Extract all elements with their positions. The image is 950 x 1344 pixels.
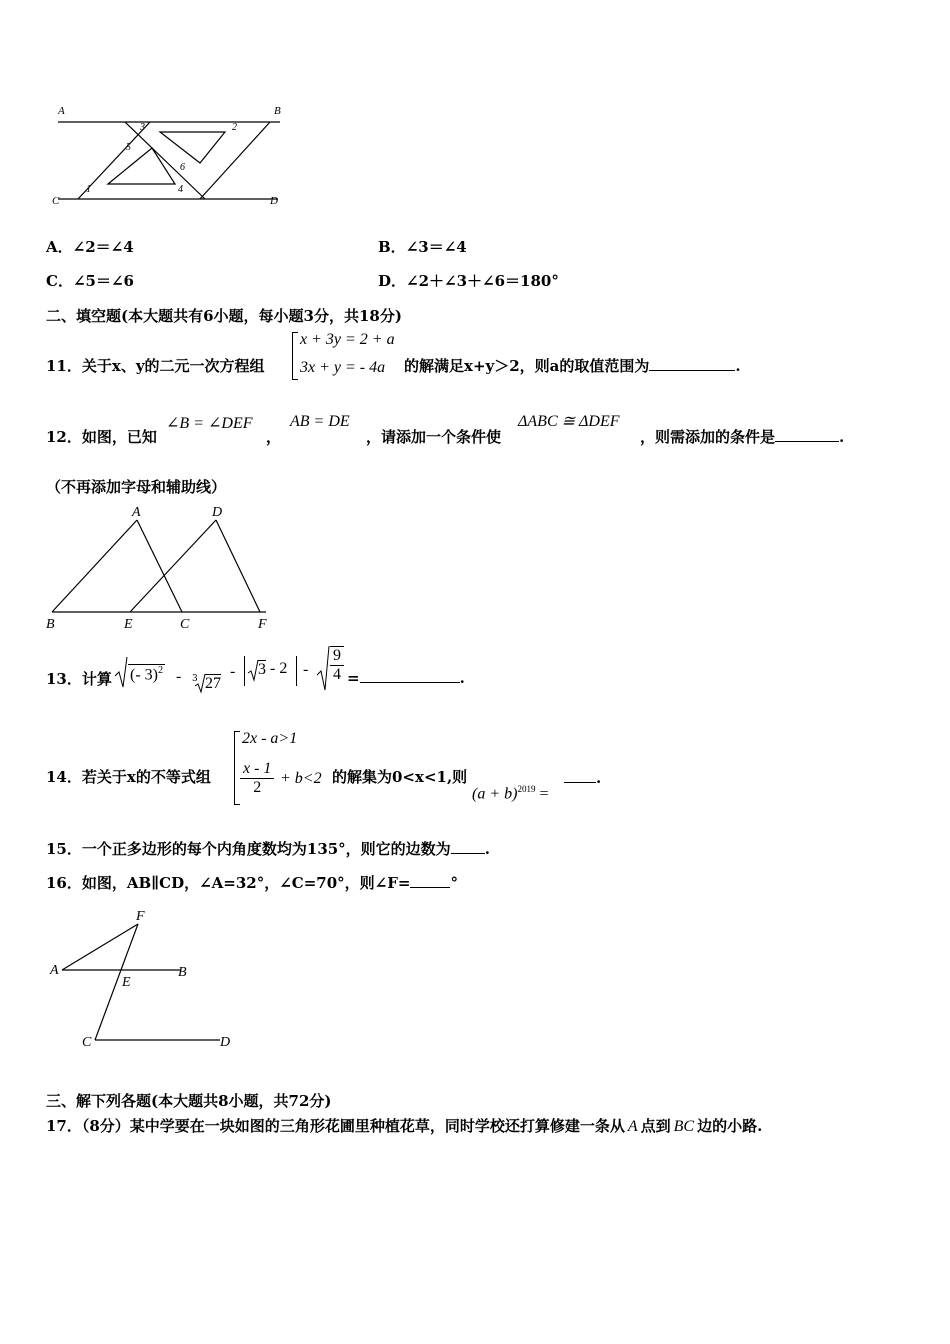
q15-end: . [484, 840, 490, 858]
fig16-label-c: C [82, 1035, 92, 1050]
q13-frac-den: 4 [333, 666, 341, 683]
option-text: ∠2＋∠3＋∠6＝180° [406, 272, 559, 290]
q14-answer-blank[interactable] [564, 768, 596, 783]
q14-ineq-2-rest: + b<2 [280, 770, 322, 787]
q17-mid: 点到 [640, 1117, 671, 1135]
q14-ineq-2-num: x - 1 [240, 760, 274, 779]
option-text: ∠2＝∠4 [72, 238, 134, 256]
q17-math-bc: BC [673, 1118, 695, 1135]
fig10-label-d: D [270, 195, 278, 207]
q13-fraction [330, 646, 344, 684]
fig10-label-2: 2 [232, 122, 237, 133]
fig10-label-b: B [274, 105, 281, 117]
q10-option-d [378, 270, 559, 291]
fig16-label-a: A [50, 963, 59, 978]
q13-minus-3: - [303, 661, 309, 678]
q14-exp: 2019 [517, 784, 536, 794]
q13-prefix: 13．计算 [46, 670, 112, 688]
q14-ineq-1: 2x - a>1 [242, 730, 298, 747]
q13-abs-bar-left [244, 656, 245, 686]
q11-suffix-text: 的解满足x+y＞2，则a的取值范围为 [404, 357, 650, 375]
q14-ineq-2-den: 2 [253, 779, 262, 796]
q13-term-1 [128, 664, 165, 684]
q14-answer [564, 768, 601, 787]
q11-end: . [735, 357, 741, 375]
q10-option-b [378, 236, 467, 257]
q12-note: （不再添加字母和辅助线） [46, 478, 227, 496]
section-3-title: 三、解下列各题(本大题共8小题，共72分) [46, 1092, 332, 1110]
option-text: ∠3＝∠4 [405, 238, 467, 256]
q13-frac-num: 9 [330, 647, 344, 666]
q11-brace [292, 332, 298, 380]
q12-prefix: 12．如图，已知 [46, 428, 157, 446]
q12-figure [40, 500, 280, 635]
q10-figure [40, 98, 300, 213]
q11-suffix [404, 355, 741, 376]
q16-text: 16．如图，AB∥CD，∠A=32°，∠C=70°，则∠F= [46, 874, 411, 892]
q17 [46, 1115, 762, 1136]
fig12-label-f: F [258, 617, 267, 632]
option-key: C． [46, 272, 73, 290]
q14-expression [472, 784, 548, 803]
q15 [46, 838, 490, 859]
q12-suffix-text: ，则需添加的条件是 [640, 428, 776, 446]
q15-text: 15．一个正多边形的每个内角度数均为135°，则它的边数为 [46, 840, 451, 858]
q13-minus-2: - [230, 663, 236, 680]
fig10-label-1: 1 [86, 184, 91, 195]
q12-math-1: ∠B = ∠DEF [166, 415, 253, 432]
q14-end: . [596, 769, 602, 787]
q11-answer-blank[interactable] [649, 356, 735, 371]
q13-eq: = [347, 669, 360, 687]
section-2-title: 二、填空题(本大题共有6小题，每小题3分，共18分) [46, 307, 402, 325]
fig12-label-d: D [212, 505, 223, 520]
q13-term-3a: 3 [258, 661, 266, 678]
fig10-label-6: 6 [180, 162, 185, 173]
fig10-label-5: 5 [126, 142, 131, 153]
fig10-label-4: 4 [178, 184, 183, 195]
q13-abs-bar-right [296, 656, 297, 686]
q12-end: . [839, 428, 845, 446]
q12-math-2: AB = DE [290, 413, 350, 430]
q12-math-3: ΔABC ≅ ΔDEF [518, 413, 620, 430]
q14-suffix: 的解集为0<x<1,则 [332, 768, 468, 786]
q17-prefix: 17．（8分）某中学要在一块如图的三角形花圃里种植花草，同时学校还打算修建一条从 [46, 1117, 625, 1135]
q15-answer-blank[interactable] [451, 839, 485, 854]
option-key: A． [46, 238, 73, 256]
fig16-label-d: D [220, 1035, 231, 1050]
q14-prefix: 14．若关于x的不等式组 [46, 768, 211, 786]
q16-end: ° [450, 874, 458, 892]
q13-answer-blank[interactable] [360, 668, 460, 683]
fig10-label-a: A [58, 105, 65, 117]
q14-eq: = [539, 785, 549, 803]
fig12-label-a: A [132, 505, 141, 520]
q11-prefix: 11．关于x、y的二元一次方程组 [46, 357, 265, 375]
q13-cube-root-index: 3 [192, 674, 198, 684]
q13-term-1-base: (- 3) [130, 666, 158, 684]
fig12-label-b: B [46, 617, 55, 632]
q14-expr: (a + b) [472, 785, 518, 803]
fig10-label-c: C [52, 195, 60, 207]
q10-option-c [46, 270, 134, 291]
option-text: ∠5＝∠6 [72, 272, 134, 290]
q13-answer [347, 668, 465, 687]
q13-term-1-exp: 2 [157, 665, 163, 676]
q12-suffix [640, 426, 844, 447]
q12-comma-1: ， [266, 428, 282, 446]
fig16-label-f: F [136, 909, 145, 924]
q13-end: . [459, 669, 465, 687]
q12-mid: ，请添加一个条件使 [366, 428, 502, 446]
fig12-label-c: C [180, 617, 190, 632]
fig10-label-3: 3 [140, 122, 145, 133]
q17-math-a: A [627, 1118, 638, 1135]
q14-ineq-2-fraction [240, 760, 274, 797]
q11-eq2: 3x + y = - 4a [300, 359, 386, 376]
q10-option-a [46, 236, 134, 257]
option-key: D． [378, 272, 407, 290]
q12-answer-blank[interactable] [775, 427, 839, 442]
q13-minus-1: - [176, 668, 182, 685]
fig12-label-e: E [124, 617, 133, 632]
q13-term-3b: - 2 [270, 660, 288, 677]
q13-term-2: 27 [205, 675, 221, 692]
q16-figure [40, 902, 250, 1054]
q13-sqrt-sign-4 [316, 643, 330, 693]
q11-eq1: x + 3y = 2 + a [300, 331, 395, 348]
q13-sqrt-sign-1 [114, 654, 128, 690]
fig16-label-b: B [178, 965, 187, 980]
q16-answer-blank[interactable] [410, 873, 450, 888]
fig16-label-e: E [122, 975, 131, 990]
option-key: B． [378, 238, 406, 256]
q17-suffix: 边的小路. [697, 1117, 763, 1135]
q16 [46, 872, 458, 893]
